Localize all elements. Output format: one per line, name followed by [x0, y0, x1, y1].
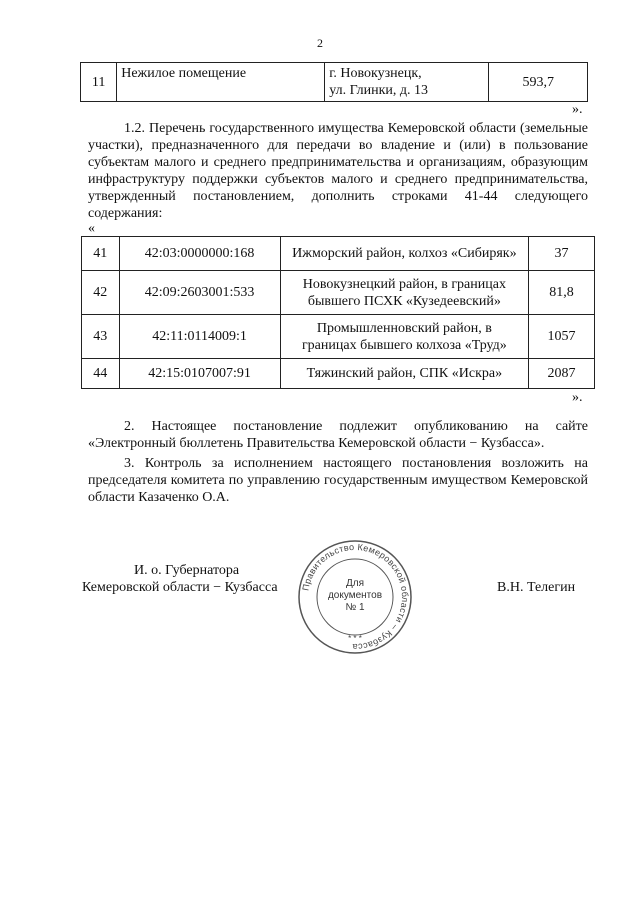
cadastral-number: 42:09:2603001:533 — [119, 271, 280, 315]
row-number: 44 — [82, 359, 120, 389]
page-number: 2 — [317, 36, 323, 50]
cadastral-number: 42:11:0114009:1 — [119, 315, 280, 359]
plot-location — [280, 237, 528, 271]
location-line: бывшего ПСХК «Кузедеевский» — [307, 293, 501, 309]
property-address — [325, 63, 489, 102]
stamp-line: № 1 — [345, 602, 365, 613]
signatory-title — [82, 562, 278, 596]
plot-area: 81,8 — [529, 271, 595, 315]
opening-quote-mark: « — [88, 221, 95, 236]
table-row — [82, 237, 595, 271]
plot-location — [280, 359, 528, 389]
cadastral-number: 42:03:0000000:168 — [119, 237, 280, 271]
stamp-line: Для — [345, 578, 365, 589]
property-table — [80, 62, 588, 102]
paragraph-3: 3. Контроль за исполнением настоящего постановления возложить на председателя комитета по управлению государственным имуществом Кемеровской области Казаченко О.А. — [88, 456, 588, 505]
plot-location — [280, 271, 528, 315]
row-number: 42 — [82, 271, 120, 315]
svg-text:Правительство Кемеровской обла: Правительство Кемеровской области – Кузбасса — [300, 541, 411, 653]
row-number: 41 — [82, 237, 120, 271]
location-line: границах бывшего колхоза «Труд» — [301, 337, 507, 353]
row-number: 43 — [82, 315, 120, 359]
stamp-line: документов — [327, 590, 383, 601]
address-line: ул. Глинки, д. 13 — [329, 83, 429, 98]
land-plots-table — [81, 236, 595, 389]
property-name: Нежилое помещение — [117, 63, 325, 102]
property-area: 593,7 — [489, 63, 588, 102]
signatory-name: В.Н. Телегин — [497, 580, 576, 595]
row-number: 11 — [81, 63, 117, 102]
table-row — [82, 271, 595, 315]
cadastral-number: 42:15:0107007:91 — [119, 359, 280, 389]
official-stamp — [296, 538, 414, 656]
signatory-title-line: Кемеровской области − Кузбасса — [82, 580, 278, 595]
paragraph-2: 2. Настоящее постановление подлежит опубликованию на сайте «Электронный бюллетень Правительства Кемеровской области − Кузбасса». — [88, 419, 588, 451]
closing-quote-mark: ». — [572, 390, 583, 405]
location-line: Новокузнецкий район, в границах — [302, 276, 506, 292]
table-row — [82, 315, 595, 359]
paragraph-1-2: 1.2. Перечень государственного имущества Кемеровской области (земельные участки), предназначенного для передачи во владение и (или) в пользование субъектам малого и среднего предпринимательства и организациям, образующим инфраструктуру поддержки субъектов малого и среднего предпринимательства, утвержденный постановлением, дополнить строками 41-44 следующего содержания: — [88, 121, 588, 221]
plot-area: 37 — [529, 237, 595, 271]
plot-location — [280, 315, 528, 359]
location-line: Промышленновский район, в — [316, 320, 492, 336]
location-line: Ижморский район, колхоз «Сибиряк» — [292, 246, 517, 261]
plot-area: 1057 — [529, 315, 595, 359]
svg-text:* * *: * * * — [348, 634, 362, 643]
table-row — [82, 359, 595, 389]
table-row — [81, 63, 588, 102]
signatory-title-line: И. о. Губернатора — [134, 563, 240, 578]
location-line: Тяжинский район, СПК «Искра» — [306, 366, 503, 381]
closing-quote-mark: ». — [572, 102, 583, 117]
plot-area: 2087 — [529, 359, 595, 389]
address-line: г. Новокузнецк, — [329, 66, 422, 81]
